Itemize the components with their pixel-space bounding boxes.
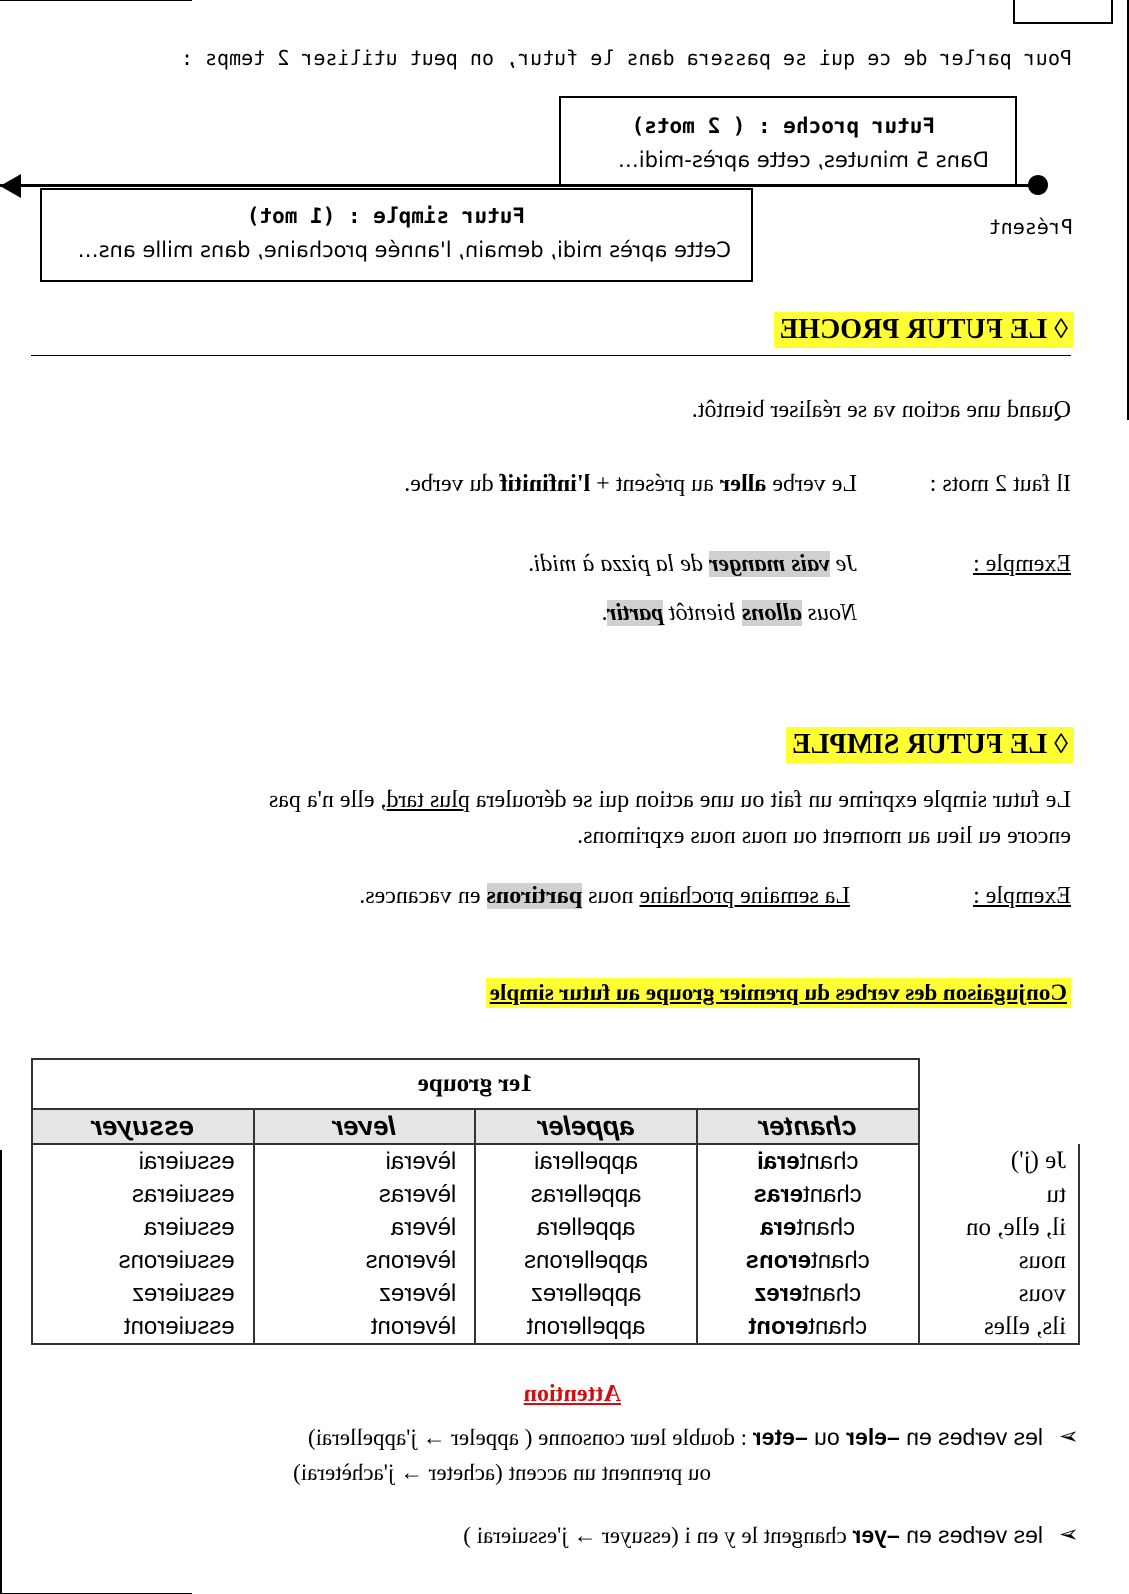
verb-stem: chant	[811, 1246, 870, 1274]
verb-ending: erons	[365, 1246, 426, 1274]
proche-rule	[404, 471, 857, 498]
att-text-2: ou	[807, 1424, 847, 1450]
verb-ending: erons	[745, 1246, 812, 1274]
present-dot	[1028, 175, 1048, 195]
ex2-text-2: bientôt	[662, 600, 742, 626]
proche-example-2	[601, 600, 857, 627]
verb-ending: eras	[131, 1180, 179, 1208]
conjugation-cell	[697, 1277, 919, 1310]
verb-stem: lèv	[425, 1213, 457, 1241]
verb-ending: erai	[534, 1147, 575, 1175]
verb-header: lever	[254, 1109, 476, 1144]
attention-rule-1-cont: ou prennent un accent (acheter → j'achèterai)	[293, 1460, 711, 1485]
conjugation-cell	[475, 1178, 697, 1211]
table-corner	[919, 1059, 1079, 1109]
conjugation-cell	[32, 1277, 254, 1310]
verb-ending: erai	[385, 1147, 426, 1175]
intro-text: Pour parler de ce qui se passera dans le futur, on peut utiliser 2 temps :	[180, 46, 1072, 70]
def-plus-tard: plus tard	[386, 787, 470, 813]
group-label: 1er groupe	[417, 1070, 533, 1097]
verb-ending: erons	[524, 1246, 585, 1274]
def-text-2: , elle n'a pas	[268, 787, 387, 813]
pronoun-cell: vous	[919, 1277, 1079, 1310]
ex2-text-3: .	[600, 600, 607, 626]
top-left-rule	[0, 0, 192, 1]
proche-divider	[31, 355, 1071, 356]
conjugation-cell	[475, 1277, 697, 1310]
verb-stem: chant	[799, 1147, 859, 1175]
verb-ending: erai	[757, 1147, 800, 1175]
conjugation-body	[32, 1144, 1079, 1344]
future-arrow-icon	[0, 174, 21, 198]
attention-rule-1	[308, 1424, 1043, 1451]
simple-definition-line1	[269, 787, 1071, 814]
simple-ex-text-1: nous	[582, 883, 640, 909]
verb-stem: appell	[577, 1279, 642, 1307]
table-row	[32, 1277, 1079, 1310]
simple-definition-line2: encore eu lieu au moment ou nous nous exprimons.	[577, 823, 1071, 849]
verb-ending: era	[760, 1213, 797, 1241]
futur-proche-title: Futur proche : ( 2 mots)	[631, 114, 935, 138]
rule-infinitif: l'infinitif	[499, 471, 591, 497]
simple-ex-time: La semaine prochaine	[639, 883, 850, 909]
verb-stem: lèv	[425, 1279, 457, 1307]
pronoun-cell: ils, elles	[919, 1310, 1079, 1344]
conjugation-cell	[697, 1310, 919, 1344]
verb-ending: era	[143, 1213, 179, 1241]
verb-ending: erez	[530, 1279, 578, 1307]
verb-stem: essui	[178, 1279, 235, 1307]
futur-proche-example: Dans 5 minutes, cette après-midi…	[617, 148, 989, 172]
ex1-text-1: Je	[829, 551, 857, 577]
conjugation-heading	[486, 978, 1071, 1008]
conjugation-cell	[697, 1244, 919, 1277]
att-text-3: : double leur consonne ( appeler → j'appellerai)	[307, 1425, 753, 1450]
conjugation-cell	[32, 1178, 254, 1211]
verb-ending: erez	[131, 1279, 179, 1307]
bullet-arrow-icon: ➢	[1058, 1424, 1079, 1450]
futur-simple-box	[40, 188, 753, 282]
pronoun-header-blank	[919, 1109, 1079, 1144]
attention-rule-2	[463, 1522, 1043, 1549]
verb-stem: chant	[802, 1279, 862, 1307]
verb-stem: lèv	[425, 1147, 457, 1175]
verb-stem: appell	[581, 1312, 646, 1340]
pronoun-cell: Je (j')	[919, 1144, 1079, 1178]
simple-ex-text-2: en vacances.	[359, 883, 487, 909]
verb-stem: essui	[178, 1147, 235, 1175]
conjugation-cell	[475, 1244, 697, 1277]
conjugation-heading-text: Conjugaison des verbes du premier groupe au futur simple	[489, 980, 1067, 1005]
bullet-arrow-icon: ➢	[1058, 1522, 1079, 1548]
verb-stem: essui	[178, 1246, 235, 1274]
table-row	[32, 1310, 1079, 1344]
conjugation-cell	[697, 1178, 919, 1211]
conjugation-cell	[475, 1211, 697, 1244]
verb-ending: eront	[748, 1312, 809, 1340]
conjugation-cell	[32, 1244, 254, 1277]
proche-rule-lead: Il faut 2 mots :	[929, 471, 1071, 497]
conjugation-cell	[697, 1144, 919, 1178]
verb-ending: erez	[378, 1279, 426, 1307]
verb-stem: chant	[796, 1213, 856, 1241]
ex2-aller: allons	[741, 600, 802, 626]
futur-simple-example: Cette après midi, demain, l'année prochaine, dans mille ans…	[77, 238, 731, 262]
conjugation-cell	[254, 1277, 476, 1310]
proche-example-label: Exemple :	[973, 551, 1071, 577]
verb-stem: essui	[178, 1180, 235, 1208]
att-text-1: les verbes en	[899, 1424, 1043, 1450]
verb-ending: erai	[138, 1147, 179, 1175]
rule-text-3: du verbe.	[404, 471, 500, 497]
verb-ending: eront	[370, 1312, 426, 1340]
verb-header: appeler	[475, 1109, 697, 1144]
simple-example-label: Exemple :	[973, 883, 1071, 909]
simple-example	[359, 883, 850, 910]
group-header	[32, 1059, 919, 1109]
rule-text-2: au présent +	[590, 471, 720, 497]
verb-header: chanter	[697, 1109, 919, 1144]
rule-aller: aller	[719, 471, 767, 497]
verb-ending: erons	[118, 1246, 179, 1274]
verb-stem: lèv	[425, 1180, 457, 1208]
conjugation-cell	[254, 1244, 476, 1277]
present-label: Présent	[988, 215, 1073, 239]
table-row	[32, 1244, 1079, 1277]
verb-ending: eras	[530, 1180, 578, 1208]
verb-stem: essui	[178, 1312, 235, 1340]
top-corner-box	[1013, 0, 1113, 24]
conjugation-cell	[254, 1144, 476, 1178]
ex2-text-1: Nous	[801, 600, 857, 626]
verb-stem: essui	[178, 1213, 235, 1241]
futur-proche-box	[559, 96, 1017, 186]
att-yer: –yer	[852, 1522, 900, 1548]
conjugation-cell	[254, 1310, 476, 1344]
table-row	[32, 1211, 1079, 1244]
verb-stem: chant	[808, 1312, 868, 1340]
conjugation-cell	[32, 1310, 254, 1344]
verb-stem: appell	[584, 1246, 649, 1274]
def-text-1: Le futur simple exprime un fait ou une action qui se déroulera	[469, 787, 1071, 813]
ex1-verb: vais manger	[709, 551, 830, 577]
futur-proche-heading: ◊ LE FUTUR PROCHE	[774, 312, 1074, 348]
ex2-infinitif: partir	[606, 600, 663, 626]
conjugation-cell	[475, 1144, 697, 1178]
verb-ending: era	[390, 1213, 426, 1241]
futur-simple-title: Futur simple : (1 mot)	[246, 204, 525, 228]
verb-ending: eront	[123, 1312, 179, 1340]
verb-stem: chant	[803, 1180, 862, 1208]
verb-ending: eras	[753, 1180, 804, 1208]
verb-ending: era	[536, 1213, 572, 1241]
attention-title: Attention	[523, 1381, 621, 1407]
right-margin-line	[0, 1150, 2, 1594]
conjugation-cell	[254, 1211, 476, 1244]
pronoun-cell: il, elle, on	[919, 1211, 1079, 1244]
futur-simple-heading: ◊ LE FUTUR SIMPLE	[786, 727, 1074, 763]
verb-header: essuyer	[32, 1109, 254, 1144]
conjugation-cell	[697, 1211, 919, 1244]
verb-stem: appell	[571, 1213, 636, 1241]
verb-stem: lèv	[425, 1246, 457, 1274]
proche-example-1	[528, 551, 857, 578]
rule-text-1: Le verbe	[766, 471, 857, 497]
verb-ending: erez	[754, 1279, 803, 1307]
verb-stem: appell	[577, 1180, 642, 1208]
proche-definition: Quand une action va se réaliser bientôt.	[691, 397, 1071, 423]
conjugation-cell	[32, 1144, 254, 1178]
att-text-4: les verbes en	[899, 1522, 1043, 1548]
att-eter: –eter	[752, 1424, 808, 1450]
att-eler: –eler	[846, 1424, 900, 1450]
conjugation-table	[31, 1058, 1080, 1345]
verb-ending: eras	[378, 1180, 426, 1208]
verb-stem: lèv	[425, 1312, 457, 1340]
ex1-text-2: de la pizza à midi.	[527, 551, 710, 577]
simple-ex-verb: partirons	[486, 883, 583, 909]
att-text-5: changent le y en i (essuyer → j'essuierai )	[463, 1523, 853, 1548]
table-row	[32, 1144, 1079, 1178]
verb-stem: appell	[574, 1147, 639, 1175]
conjugation-cell	[475, 1310, 697, 1344]
conjugation-cell	[32, 1211, 254, 1244]
pronoun-cell: nous	[919, 1244, 1079, 1277]
conjugation-cell	[254, 1178, 476, 1211]
pronoun-cell: tu	[919, 1178, 1079, 1211]
verb-ending: eront	[526, 1312, 582, 1340]
table-row	[32, 1178, 1079, 1211]
